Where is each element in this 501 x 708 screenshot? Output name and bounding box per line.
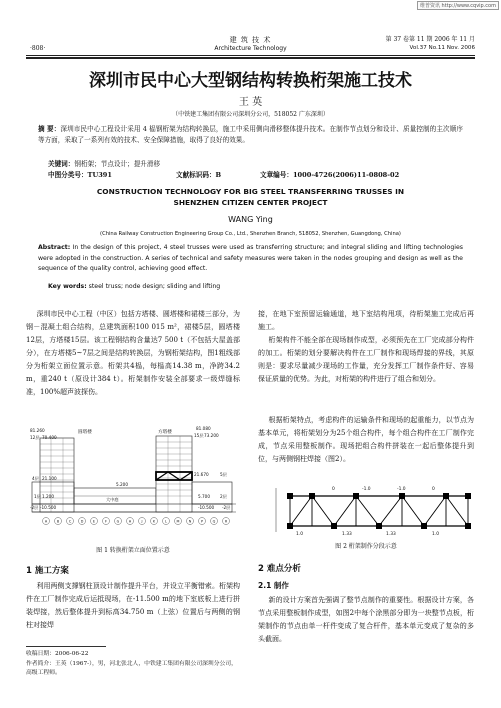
right-para-1: 接，在地下室预留运输通道，地下室结构甩项，待桁架施工完成后再施工。 <box>258 310 474 331</box>
fig1-label-81260: 81.260 <box>30 428 45 433</box>
issue-en: Vol.37 No.11 Nov. 2006 <box>409 45 475 51</box>
affiliation-cn: （中铁建工集团有限公司深圳分公司，518052 广东深圳） <box>172 111 329 118</box>
section-2-1-text: 新的设计方案首先强调了整节点制作的重要性。根据设计方案，各节点采用整板制作成型，如图2中每个涂黑部分即为一块整节点板，桁架制作的节点由单一杆件变成了复合杆件，基本单元变成了复杂的多头截面。 <box>258 596 474 643</box>
fig1-label-m10500: -10.500 <box>40 505 57 510</box>
fig1-label-15f: 15层 <box>194 433 204 438</box>
fig1-axis-label: H <box>128 519 132 524</box>
fig1-axis-label: K <box>152 519 156 524</box>
figure-1-caption: 图 1 转换桁架立面位置示意 <box>96 547 170 554</box>
author-cn: 王 英 <box>238 97 263 108</box>
fig1-label-73200: 73.200 <box>204 433 219 438</box>
watermark: 维普资讯 http://www.cqvip.com <box>417 1 499 10</box>
fig1-axis-label: J <box>141 519 143 524</box>
fig1-axis-label: M <box>176 519 180 524</box>
fig1-label-r2f: 2层 <box>220 494 227 499</box>
fig2-top-label-1: 0 <box>332 487 335 492</box>
fig1-axis-label: L <box>165 519 167 524</box>
abstract-cn-label: 摘 要： <box>38 125 61 133</box>
section-1-text: 利用两侧支撑钢柱顶设计制作提升平台，并设立平衡错索。桁架构件在工厂制作完成后运抵现场，在-11.500 m的地下室底板上进行拼装焊接，然后整体提升到标高34.750 m（上弦）位置后与两侧的钢柱对接焊 <box>26 582 240 629</box>
fig1-label-m2f: -2层 <box>30 505 39 510</box>
fig1-axis-label: N <box>188 519 192 524</box>
fig2-bot-label-4: 1.0 <box>432 532 439 537</box>
received-date: 收稿日期：2006-06-22 <box>26 651 89 657</box>
abstract-en-label: Abstract: <box>38 244 71 251</box>
fig2-top-label-2: -1.0 <box>362 487 371 492</box>
section-2-heading: 2 难点分析 <box>258 564 301 574</box>
keywords-cn-label: 关键词： <box>48 160 75 168</box>
header-rule <box>26 55 475 56</box>
fig1-axis-label: A <box>44 519 48 524</box>
fig1-axis-label: R <box>224 519 228 524</box>
affiliation-en: (China Railway Construction Engineering Group Co., Ltd., Shenzhen Branch, 518052, Shenzhen, Guangdong, China) <box>100 231 401 237</box>
figure-2-drawing <box>272 482 472 538</box>
fig1-label-rm10500: -10.500 <box>198 505 215 510</box>
intro-paragraph: 深圳市民中心工程（中区）包括方塔楼、圆塔楼和裙楼三部分，为钢－混凝土组合结构，总建筑面积100 015 m²，裙楼5层，圆塔楼12层，方塔楼15层。该工程钢结构含量达7 500 t（不包括大屋盖部分），在方塔楼5~7层之间是结构转换层，为钢桁架结构，图1粗线部分为桁架立面位置示意。桁架共4榀，每榀高14.38 m，净跨34.2 m，重240 t（原设计384 t）。桁架制作安装全部要求一级焊缝标准，100%超声波探伤。 <box>26 310 240 396</box>
header-rule-double <box>26 57 475 59</box>
fig1-label-81080: 81.080 <box>196 426 211 431</box>
keywords-en-text: steel truss; node design; sliding and lifting <box>88 283 221 290</box>
document-code: 文献标识码：B <box>176 171 222 179</box>
figure-1 <box>26 424 240 542</box>
article-title-en-line2: SHENZHEN CITIZEN CENTER PROJECT <box>173 198 328 207</box>
fig1-axis-label: B <box>56 519 60 524</box>
keywords-cn-text: 钢桁架；节点设计；提升滑移 <box>74 160 161 168</box>
fig1-label-rm2f: -2层 <box>222 505 231 510</box>
fig1-label-12f: 12层 <box>30 435 40 440</box>
fig1-label-round-tower: 圆塔楼 <box>78 430 92 435</box>
clc-number: 中图分类号：TU391 <box>48 171 112 179</box>
fig1-label-r21670: 21.670 <box>194 472 209 477</box>
keywords-en-label: Key words: <box>48 283 87 290</box>
figure-1-drawing <box>26 424 240 542</box>
fig1-axis-label: D <box>80 519 84 524</box>
author-bio: 作者简介：王英（1967-），男，河北张北人，中铁建工集团有限公司深圳分公司，高级工程师。 <box>26 661 237 676</box>
fig1-label-1200: 1.200 <box>42 494 54 499</box>
fig2-top-label-3: -1.0 <box>397 487 406 492</box>
fig1-axis-label: G <box>116 519 120 524</box>
fig1-label-21100: 21.100 <box>42 476 57 481</box>
fig1-label-r5f: 5层 <box>220 472 227 477</box>
journal-title-cn: 建 筑 技 术 <box>229 36 272 44</box>
right-para-2: 桁架构件不能全部在现场制作成型，必须预先在工厂完成部分构件的加工。桁架的划分要解决构件在工厂制作和现场焊接的界线，其原则是：要求尽量减少现场的工作量，充分发挥工厂制作条件好、容易保证质量的优势。为此，对桁架的构件进行了组合和划分。 <box>258 336 474 383</box>
article-title-cn: 深圳市民中心大型钢结构转换桁架施工技术 <box>89 71 412 91</box>
fig2-bot-label-3: 1.33 <box>386 532 396 537</box>
author-en: WANG Ying <box>228 215 273 224</box>
footnote-rule <box>26 646 106 647</box>
abstract-cn-text: 深圳市民中心工程设计采用 4 榀钢桁架为结构转换层，施工中采用侧向滑移整体提升技术。在制作节点划分和设计、质量控制的主次顺序等方面，采取了一系列有效的技术、安全保障措施，取得了良好的效果。 <box>38 125 463 144</box>
keywords-en <box>48 283 220 290</box>
figure-2 <box>272 482 472 538</box>
section-2-1-heading: 2.1 制作 <box>258 581 289 590</box>
fig1-label-r5700: 5.700 <box>198 494 210 499</box>
fig1-label-atrium: 大中庭 <box>106 497 119 502</box>
journal-title-en: Architecture Technology <box>214 45 287 52</box>
fig1-axis-label: E <box>92 519 96 524</box>
fig2-bot-label-1: 1.0 <box>296 532 303 537</box>
fig1-axis-label: C <box>68 519 72 524</box>
fig1-label-4f: 4层 <box>32 476 39 481</box>
fig1-label-1f: 1层 <box>34 494 41 499</box>
right-para-3: 根据桁架特点，考虑构件的运输条件和现场的起重能力，以节点为基本单元，将桁架划分为25个组合构件，每个组合构件在工厂制作完成，节点采用整板制作。现场把组合构件拼装在一起后整体提升到位，与两侧钢柱焊接（图2）。 <box>258 416 474 463</box>
fig1-axis-label: Q <box>212 519 216 524</box>
fig2-bot-label-2: 1.33 <box>342 532 352 537</box>
issue-cn: 第 37 卷第 11 期 2006 年 11 月 <box>385 36 475 43</box>
fig1-label-70400: 70.400 <box>42 435 57 440</box>
fig1-axis-label: P <box>200 519 204 524</box>
fig1-label-square-tower: 方塔楼 <box>158 430 172 435</box>
fig1-label-5200: 5.200 <box>116 482 128 487</box>
figure-2-caption: 图 2 桁架制作分段示意 <box>335 543 397 550</box>
abstract-en-text: In the design of this project, 4 steel trusses were used as transferring structure; and integral sliding and lifting technologies were adopted in the construction. A series of technical and safety measures were taken in the nodes grouping and design as well as the sequence of the quality control, achieving good effect. <box>38 244 464 272</box>
article-title-en-line1: CONSTRUCTION TECHNOLOGY FOR BIG STEEL TRANSFERRING TRUSSES IN <box>96 187 405 196</box>
fig2-top-label-4: 0 <box>432 487 435 492</box>
fig1-axis-label: F <box>105 519 107 524</box>
page-number: ·808· <box>30 45 46 52</box>
section-1-heading: 1 施工方案 <box>26 566 69 576</box>
abstract-en <box>38 243 463 275</box>
abstract-cn <box>38 124 463 146</box>
article-number: 文章编号：1000-4726(2006)11-0808-02 <box>260 171 400 179</box>
